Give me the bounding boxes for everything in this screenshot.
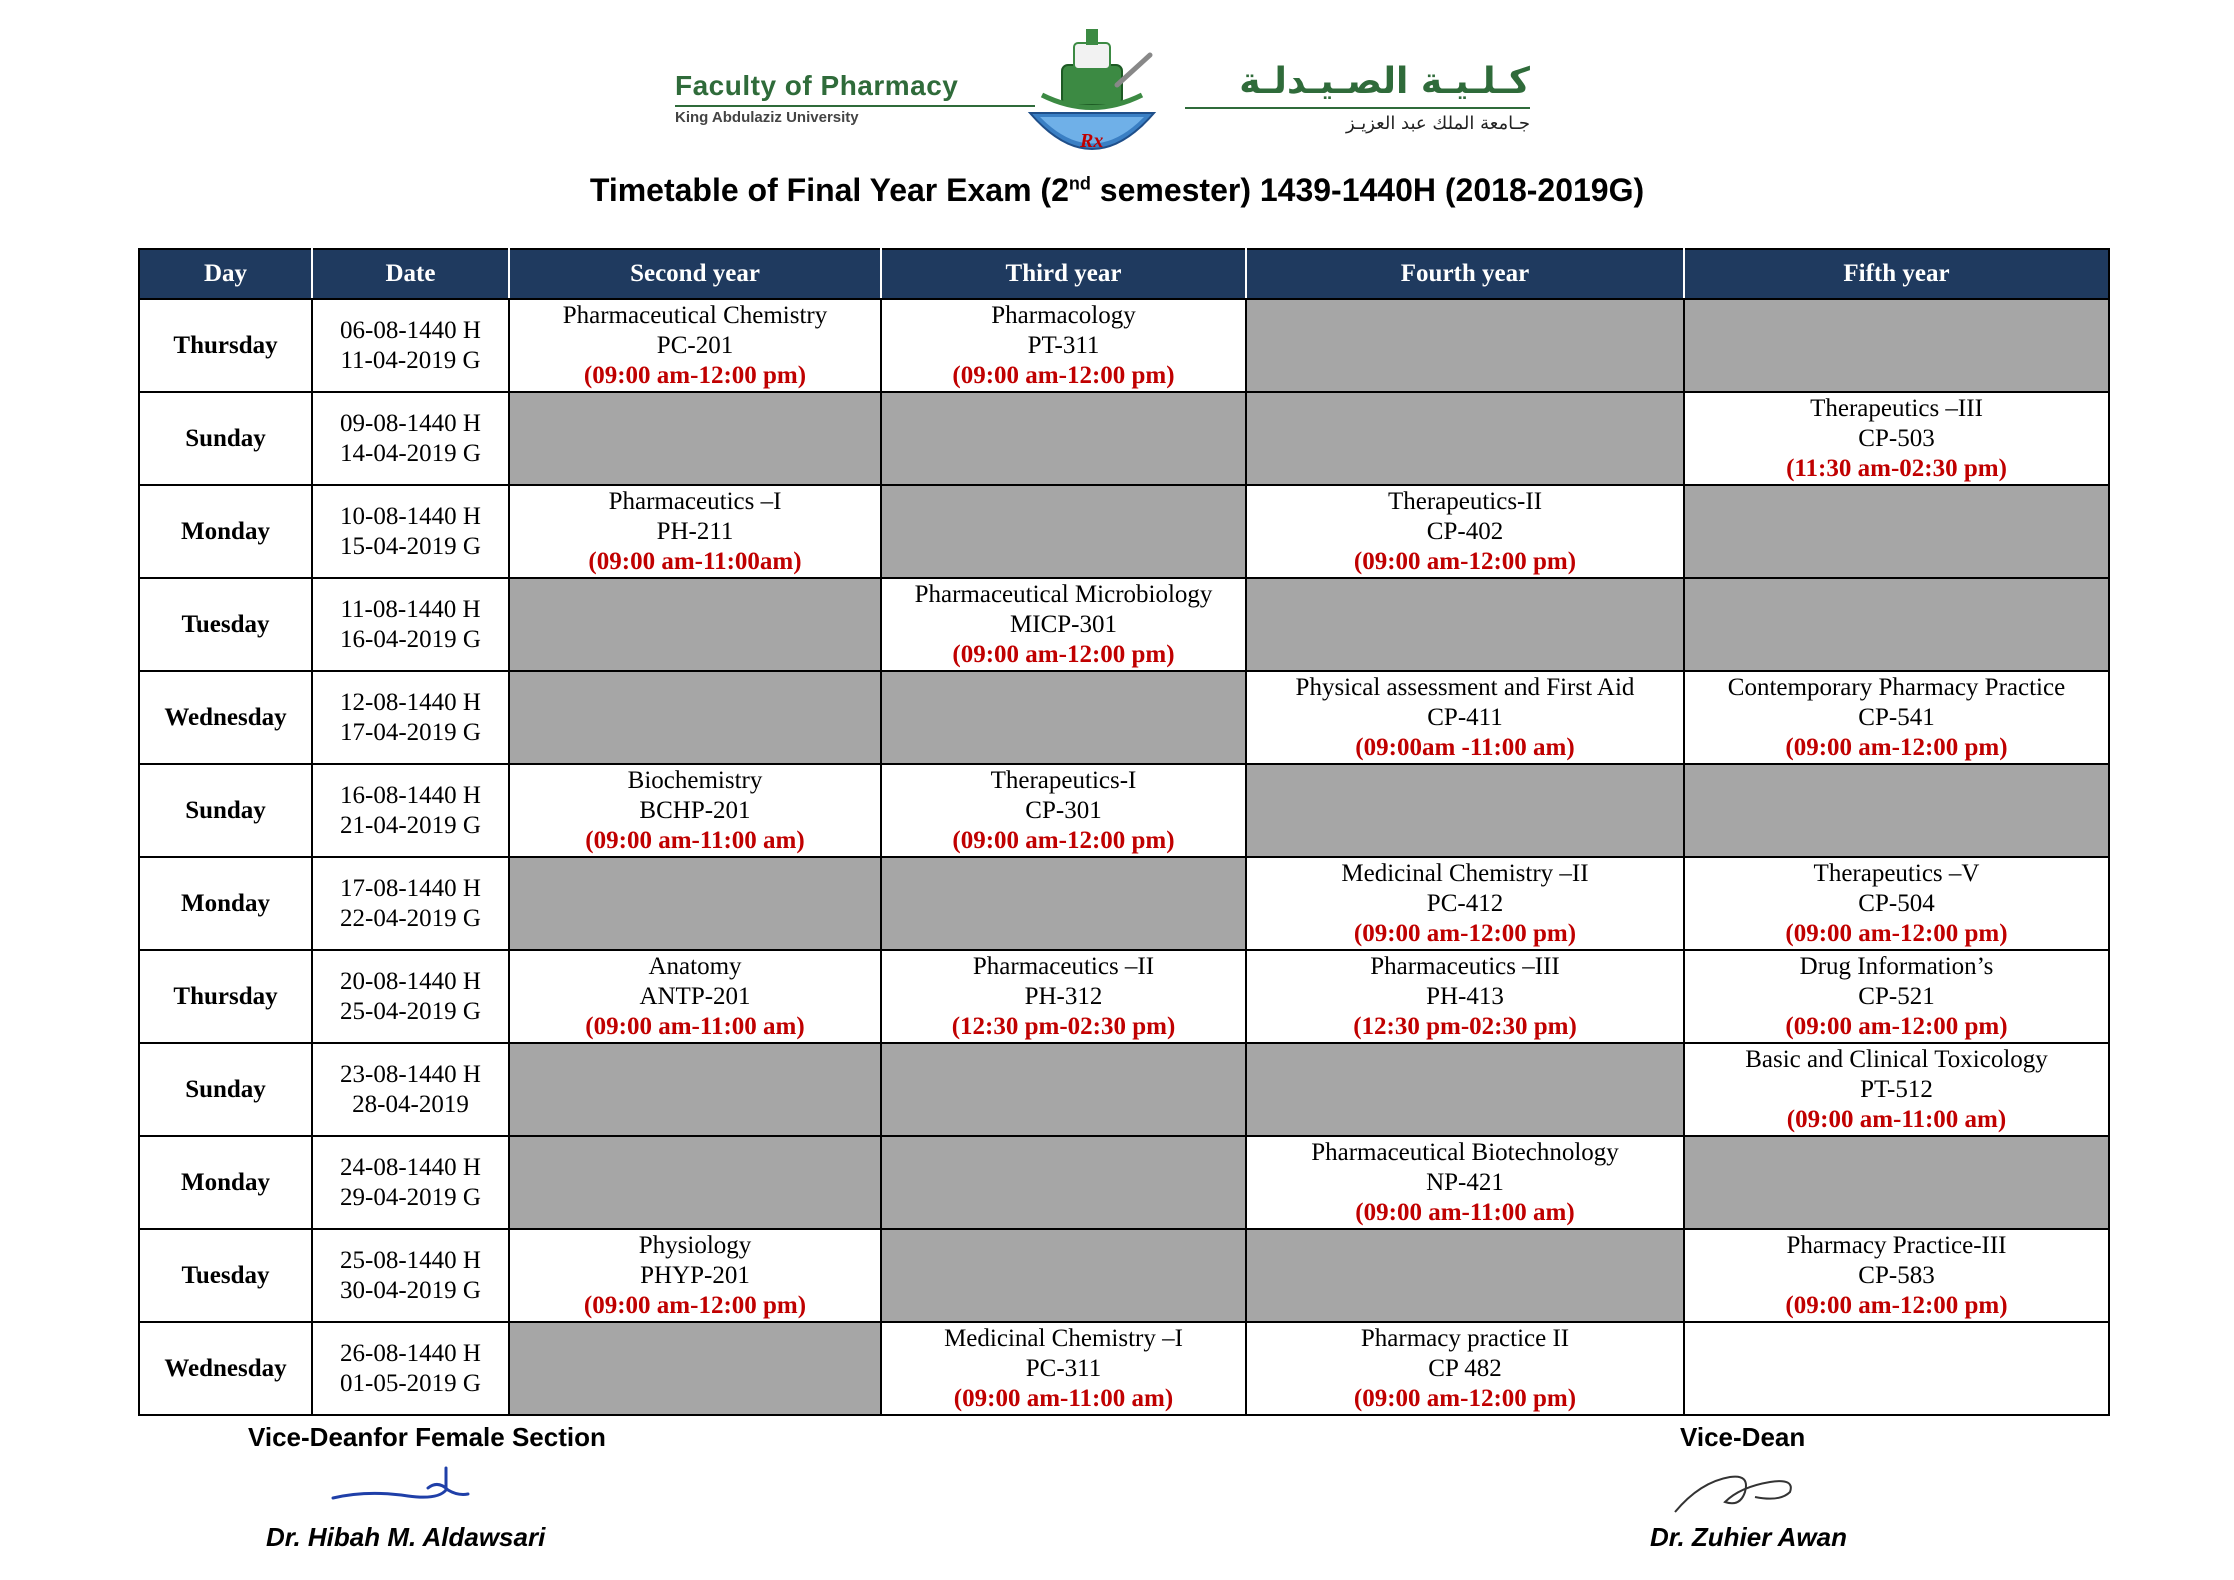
exam-cell	[1684, 671, 2109, 764]
university-name-ar: جـامعة الملك عبد العزيـز	[1346, 113, 1530, 134]
date-cell	[312, 671, 509, 764]
table-body	[139, 299, 2109, 1415]
exam-time: (12:30 pm-02:30 pm)	[1353, 1012, 1577, 1040]
day-cell: Sunday	[139, 764, 312, 857]
exam-time: (09:00 am-12:00 pm)	[1353, 547, 1577, 575]
hijri-date: 10-08-1440 H	[340, 502, 481, 530]
gregorian-date: 16-04-2019 G	[340, 625, 481, 653]
table-row	[139, 485, 2109, 578]
empty-exam-cell	[509, 857, 881, 950]
english-brand	[675, 70, 1005, 126]
day-cell: Thursday	[139, 950, 312, 1043]
exam-time: (09:00 am-12:00 pm)	[1785, 1012, 2008, 1040]
course-code: CP-521	[1858, 982, 1935, 1010]
gregorian-date: 21-04-2019 G	[340, 811, 481, 839]
course-name: Pharmacy Practice-III	[1786, 1231, 2007, 1259]
signature-mark-icon	[1670, 1462, 1810, 1522]
empty-exam-cell	[509, 1322, 881, 1415]
date-cell	[312, 857, 509, 950]
date-cell	[312, 299, 509, 392]
empty-exam-cell	[509, 1043, 881, 1136]
course-name: Physiology	[638, 1231, 752, 1259]
course-code: ANTP-201	[639, 982, 751, 1010]
faculty-name-en: Faculty of Pharmacy	[675, 70, 959, 101]
exam-cell	[1246, 857, 1684, 950]
course-name: Pharmaceutical Chemistry	[562, 301, 828, 329]
gregorian-date: 17-04-2019 G	[340, 718, 481, 746]
empty-exam-cell	[1684, 299, 2109, 392]
exam-time: (09:00 am-12:00 pm)	[1785, 733, 2008, 761]
hijri-date: 25-08-1440 H	[340, 1246, 481, 1274]
course-name: Pharmaceutical Biotechnology	[1311, 1138, 1619, 1166]
day-cell: Wednesday	[139, 1322, 312, 1415]
gregorian-date: 01-05-2019 G	[340, 1369, 481, 1397]
empty-exam-cell	[1246, 578, 1684, 671]
table-row	[139, 578, 2109, 671]
exam-time: (09:00 am-12:00 pm)	[1785, 1291, 2008, 1319]
empty-exam-cell	[881, 485, 1246, 578]
course-code: CP 482	[1428, 1354, 1502, 1382]
exam-cell	[509, 764, 881, 857]
title-superscript: nd	[1068, 173, 1091, 194]
exam-cell	[881, 578, 1246, 671]
exam-cell	[1246, 485, 1684, 578]
table-row	[139, 671, 2109, 764]
day-cell: Monday	[139, 485, 312, 578]
exam-cell	[1684, 1322, 2109, 1415]
table-row	[139, 1322, 2109, 1415]
exam-time: (09:00 am-11:00 am)	[585, 1012, 805, 1040]
right-signatory-name: Dr. Zuhier Awan	[1650, 1522, 1847, 1552]
exam-cell	[1246, 950, 1684, 1043]
course-code: PC-201	[656, 331, 734, 359]
hijri-date: 11-08-1440 H	[340, 595, 481, 623]
empty-exam-cell	[1246, 299, 1684, 392]
title-text-start: Timetable of Final Year Exam (2	[589, 172, 1069, 208]
table-row	[139, 299, 2109, 392]
date-cell	[312, 1322, 509, 1415]
course-name: Therapeutics-I	[990, 766, 1137, 794]
exam-cell	[881, 764, 1246, 857]
table-row	[139, 1136, 2109, 1229]
date-cell	[312, 1136, 509, 1229]
hijri-date: 26-08-1440 H	[340, 1339, 481, 1367]
date-cell	[312, 1229, 509, 1322]
course-code: CP-583	[1858, 1261, 1935, 1289]
course-code: PHYP-201	[640, 1261, 750, 1289]
exam-cell	[881, 1322, 1246, 1415]
column-header: Date	[312, 249, 509, 299]
course-code: PT-512	[1860, 1075, 1933, 1103]
course-code: CP-301	[1025, 796, 1102, 824]
course-code: CP-411	[1427, 703, 1503, 731]
empty-exam-cell	[881, 1229, 1246, 1322]
course-name: Pharmacology	[991, 301, 1136, 329]
exam-time: (09:00am -11:00 am)	[1355, 733, 1575, 761]
exam-time: (11:30 am-02:30 pm)	[1786, 454, 2007, 482]
empty-exam-cell	[881, 392, 1246, 485]
column-header: Third year	[881, 249, 1246, 299]
exam-cell	[1246, 1322, 1684, 1415]
date-cell	[312, 1043, 509, 1136]
column-header: Fourth year	[1246, 249, 1684, 299]
exam-cell	[1684, 1229, 2109, 1322]
exam-cell	[509, 950, 881, 1043]
course-code: PC-311	[1025, 1354, 1102, 1382]
day-cell: Thursday	[139, 299, 312, 392]
hijri-date: 24-08-1440 H	[340, 1153, 481, 1181]
course-code: CP-402	[1426, 517, 1504, 545]
gregorian-date: 30-04-2019 G	[340, 1276, 481, 1304]
exam-time: (09:00 am-12:00 pm)	[583, 1291, 807, 1319]
course-name: Basic and Clinical Toxicology	[1745, 1045, 2048, 1073]
course-code: NP-421	[1426, 1168, 1504, 1196]
empty-exam-cell	[881, 1136, 1246, 1229]
exam-cell	[509, 485, 881, 578]
exam-time: (09:00 am-12:00 pm)	[952, 361, 1175, 389]
date-cell	[312, 578, 509, 671]
university-name-en: King Abdulaziz University	[675, 109, 859, 126]
course-code: PT-311	[1027, 331, 1100, 359]
left-signature-block	[248, 1422, 748, 1562]
page-title	[0, 172, 2234, 209]
empty-exam-cell	[1246, 764, 1684, 857]
arabic-brand	[1170, 60, 1530, 134]
hijri-date: 09-08-1440 H	[340, 409, 481, 437]
day-cell: Sunday	[139, 1043, 312, 1136]
course-code: CP-504	[1858, 889, 1935, 917]
exam-time: (09:00 am-12:00 pm)	[952, 826, 1175, 854]
day-cell: Wednesday	[139, 671, 312, 764]
exam-cell	[881, 299, 1246, 392]
empty-exam-cell	[1684, 578, 2109, 671]
table-header-row	[139, 249, 2109, 299]
exam-time: (12:30 pm-02:30 pm)	[951, 1012, 1176, 1040]
gregorian-date: 29-04-2019 G	[340, 1183, 481, 1211]
gregorian-date: 11-04-2019 G	[340, 346, 481, 374]
course-name: Therapeutics –V	[1813, 859, 1980, 887]
day-cell: Tuesday	[139, 1229, 312, 1322]
exam-time: (09:00 am-11:00am)	[588, 547, 802, 575]
day-cell: Sunday	[139, 392, 312, 485]
course-code: BCHP-201	[639, 796, 751, 824]
course-name: Biochemistry	[627, 766, 763, 794]
empty-exam-cell	[1246, 1043, 1684, 1136]
hijri-date: 06-08-1440 H	[340, 316, 481, 344]
course-name: Medicinal Chemistry –I	[944, 1324, 1183, 1352]
exam-time: (09:00 am-12:00 pm)	[1353, 1384, 1577, 1412]
day-cell: Monday	[139, 857, 312, 950]
course-name: Physical assessment and First Aid	[1295, 673, 1635, 701]
table-row	[139, 1043, 2109, 1136]
hijri-date: 20-08-1440 H	[340, 967, 481, 995]
brand-divider-ar	[1185, 107, 1530, 109]
exam-time: (09:00 am-12:00 pm)	[952, 640, 1175, 668]
signature-mark-icon	[328, 1460, 478, 1510]
course-name: Pharmaceutics –III	[1370, 952, 1560, 980]
empty-exam-cell	[881, 1043, 1246, 1136]
exam-time: (09:00 am-12:00 pm)	[1785, 919, 2008, 947]
hijri-date: 16-08-1440 H	[340, 781, 481, 809]
table-row	[139, 1229, 2109, 1322]
day-cell: Monday	[139, 1136, 312, 1229]
column-header: Day	[139, 249, 312, 299]
empty-exam-cell	[1246, 392, 1684, 485]
course-name: Pharmaceutics –I	[608, 487, 782, 515]
course-name: Pharmaceutics –II	[972, 952, 1155, 980]
empty-exam-cell	[1684, 764, 2109, 857]
exam-cell	[1246, 1136, 1684, 1229]
course-code: MICP-301	[1010, 610, 1117, 638]
exam-cell	[1246, 671, 1684, 764]
table-row	[139, 857, 2109, 950]
gregorian-date: 14-04-2019 G	[340, 439, 481, 467]
gregorian-date: 15-04-2019 G	[340, 532, 481, 560]
course-name: Anatomy	[648, 952, 742, 980]
course-code: PH-211	[656, 517, 734, 545]
brand-divider	[675, 105, 1035, 107]
column-header: Second year	[509, 249, 881, 299]
right-signature-title: Vice-Dean	[1680, 1422, 1806, 1452]
empty-exam-cell	[881, 671, 1246, 764]
exam-time: (09:00 am-11:00 am)	[953, 1384, 1174, 1412]
course-name: Pharmaceutical Microbiology	[914, 580, 1213, 608]
course-code: CP-503	[1858, 424, 1935, 452]
empty-exam-cell	[881, 857, 1246, 950]
course-name: Therapeutics –III	[1810, 394, 1983, 422]
left-signatory-name: Dr. Hibah M. Aldawsari	[266, 1522, 546, 1552]
date-cell	[312, 392, 509, 485]
exam-cell	[1684, 857, 2109, 950]
exam-cell	[509, 299, 881, 392]
empty-exam-cell	[509, 671, 881, 764]
course-name: Contemporary Pharmacy Practice	[1727, 673, 2066, 701]
empty-exam-cell	[509, 1136, 881, 1229]
exam-time: (09:00 am-12:00 pm)	[583, 361, 807, 389]
exam-time: (09:00 am-11:00 am)	[1355, 1198, 1575, 1226]
date-cell	[312, 764, 509, 857]
course-name: Pharmacy practice II	[1360, 1324, 1570, 1352]
exam-time: (09:00 am-12:00 pm)	[1353, 919, 1577, 947]
title-text-end: semester) 1439-1440H (2018-2019G)	[1090, 172, 1645, 208]
gregorian-date: 28-04-2019	[352, 1090, 469, 1118]
right-signature-block	[1650, 1422, 1950, 1562]
rx-mark: Rx	[1080, 130, 1104, 152]
course-code: PH-413	[1426, 982, 1504, 1010]
course-code: PH-312	[1024, 982, 1103, 1010]
date-cell	[312, 485, 509, 578]
exam-cell	[1684, 1043, 2109, 1136]
hijri-date: 23-08-1440 H	[340, 1060, 481, 1088]
hijri-date: 17-08-1440 H	[340, 874, 481, 902]
empty-exam-cell	[1684, 485, 2109, 578]
exam-cell	[1684, 950, 2109, 1043]
empty-exam-cell	[509, 392, 881, 485]
date-cell	[312, 950, 509, 1043]
empty-exam-cell	[1246, 1229, 1684, 1322]
column-header: Fifth year	[1684, 249, 2109, 299]
exam-time: (09:00 am-11:00 am)	[585, 826, 805, 854]
gregorian-date: 25-04-2019 G	[340, 997, 481, 1025]
course-name: Medicinal Chemistry –II	[1341, 859, 1589, 887]
hijri-date: 12-08-1440 H	[340, 688, 481, 716]
course-name: Therapeutics-II	[1387, 487, 1543, 515]
faculty-name-ar: كـلـيـة الصـيـدلـة	[1239, 61, 1530, 102]
exam-time: (09:00 am-11:00 am)	[1786, 1105, 2007, 1133]
exam-cell	[1684, 392, 2109, 485]
faculty-logo-icon	[1022, 25, 1162, 175]
course-name: Drug Information’s	[1799, 952, 1994, 980]
course-code: PC-412	[1426, 889, 1504, 917]
exam-cell	[881, 950, 1246, 1043]
empty-exam-cell	[509, 578, 881, 671]
empty-exam-cell	[1684, 1136, 2109, 1229]
day-cell: Tuesday	[139, 578, 312, 671]
faculty-header	[660, 20, 1540, 170]
gregorian-date: 22-04-2019 G	[340, 904, 481, 932]
left-signature-title: Vice-Deanfor Female Section	[248, 1422, 606, 1452]
exam-timetable	[138, 248, 2110, 1416]
course-code: CP-541	[1858, 703, 1935, 731]
table-row	[139, 392, 2109, 485]
table-row	[139, 764, 2109, 857]
exam-cell	[509, 1229, 881, 1322]
table-row	[139, 950, 2109, 1043]
